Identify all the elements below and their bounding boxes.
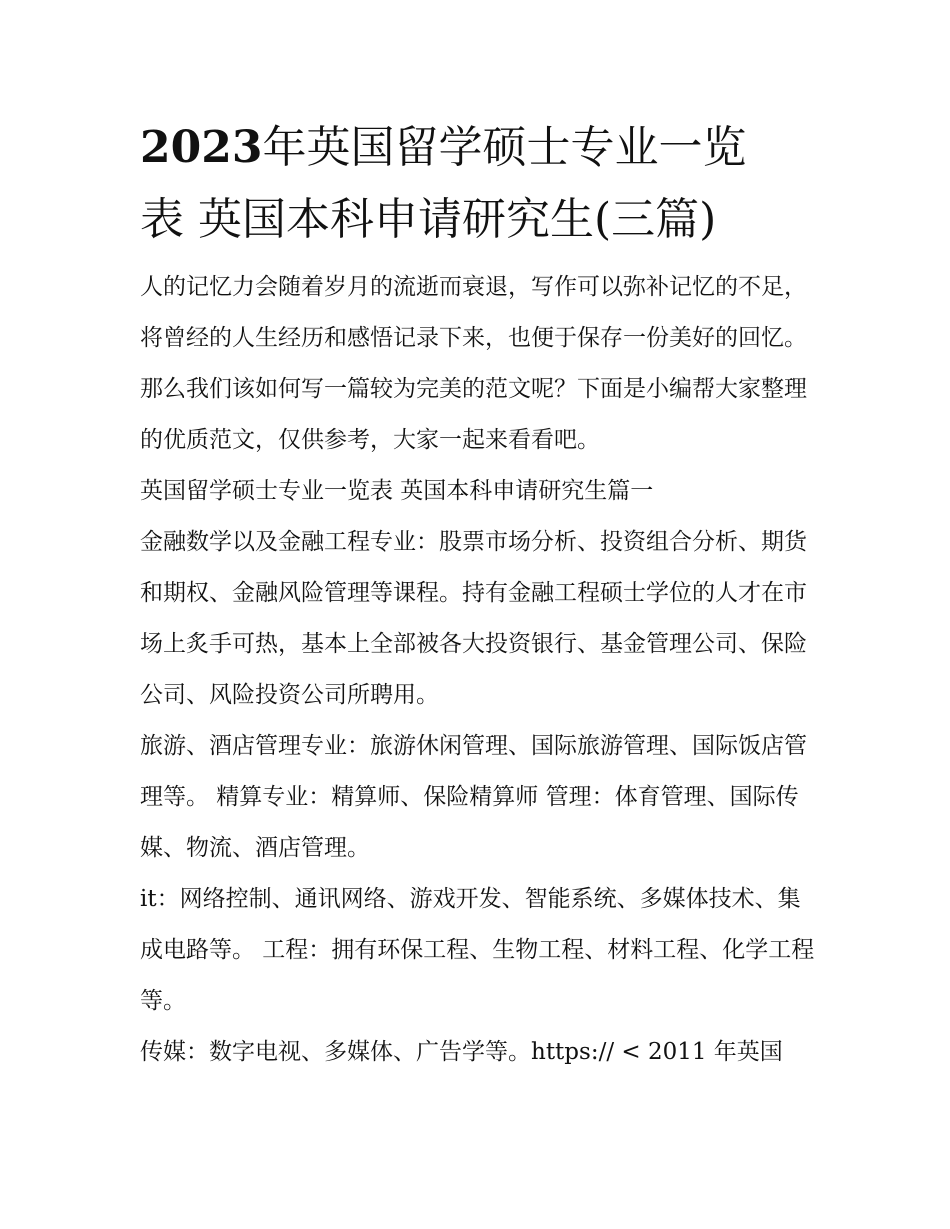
finance-paragraph: 金融数学以及金融工程专业：股票市场分析、投资组合分析、期货和期权、金融风险管理等课程。持有金融工程硕士学位的人才在市场上炙手可热，基本上全部被各大投资银行、基金管理公司、保险公司、风险投资公司所聘用。 — [140, 529, 807, 708]
section-heading: 英国留学硕士专业一览表 英国本科申请研究生篇一 — [140, 478, 654, 504]
intro-paragraph: 人的记忆力会随着岁月的流逝而衰退，写作可以弥补记忆的不足，将曾经的人生经历和感悟记录下来，也便于保存一份美好的回忆。那么我们该如何写一篇较为完美的范文呢？下面是小编帮大家整理的优质范文，仅供参考，大家一起来看看吧。 — [140, 274, 807, 453]
it-paragraph: it：网络控制、通讯网络、游戏开发、智能系统、多媒体技术、集成电路等。 工程：拥有环保工程、生物工程、材料工程、化学工程等。 — [140, 886, 815, 1014]
page-title — [140, 112, 815, 256]
title-line-1 — [140, 112, 815, 184]
media-paragraph: 传媒：数字电视、多媒体、广告学等。https:// < 2011 年英国 — [140, 1039, 783, 1065]
title-line-2: 表 英国本科申请研究生(三篇) — [140, 194, 717, 245]
title-line-1-text: 年英国留学硕士专业一览 — [262, 122, 747, 173]
document-body — [140, 112, 815, 1078]
title-year: 2023 — [140, 122, 263, 173]
tourism-paragraph: 旅游、酒店管理专业：旅游休闲管理、国际旅游管理、国际饭店管理等。 精算专业：精算师、保险精算师 管理：体育管理、国际传媒、物流、酒店管理。 — [140, 733, 807, 861]
